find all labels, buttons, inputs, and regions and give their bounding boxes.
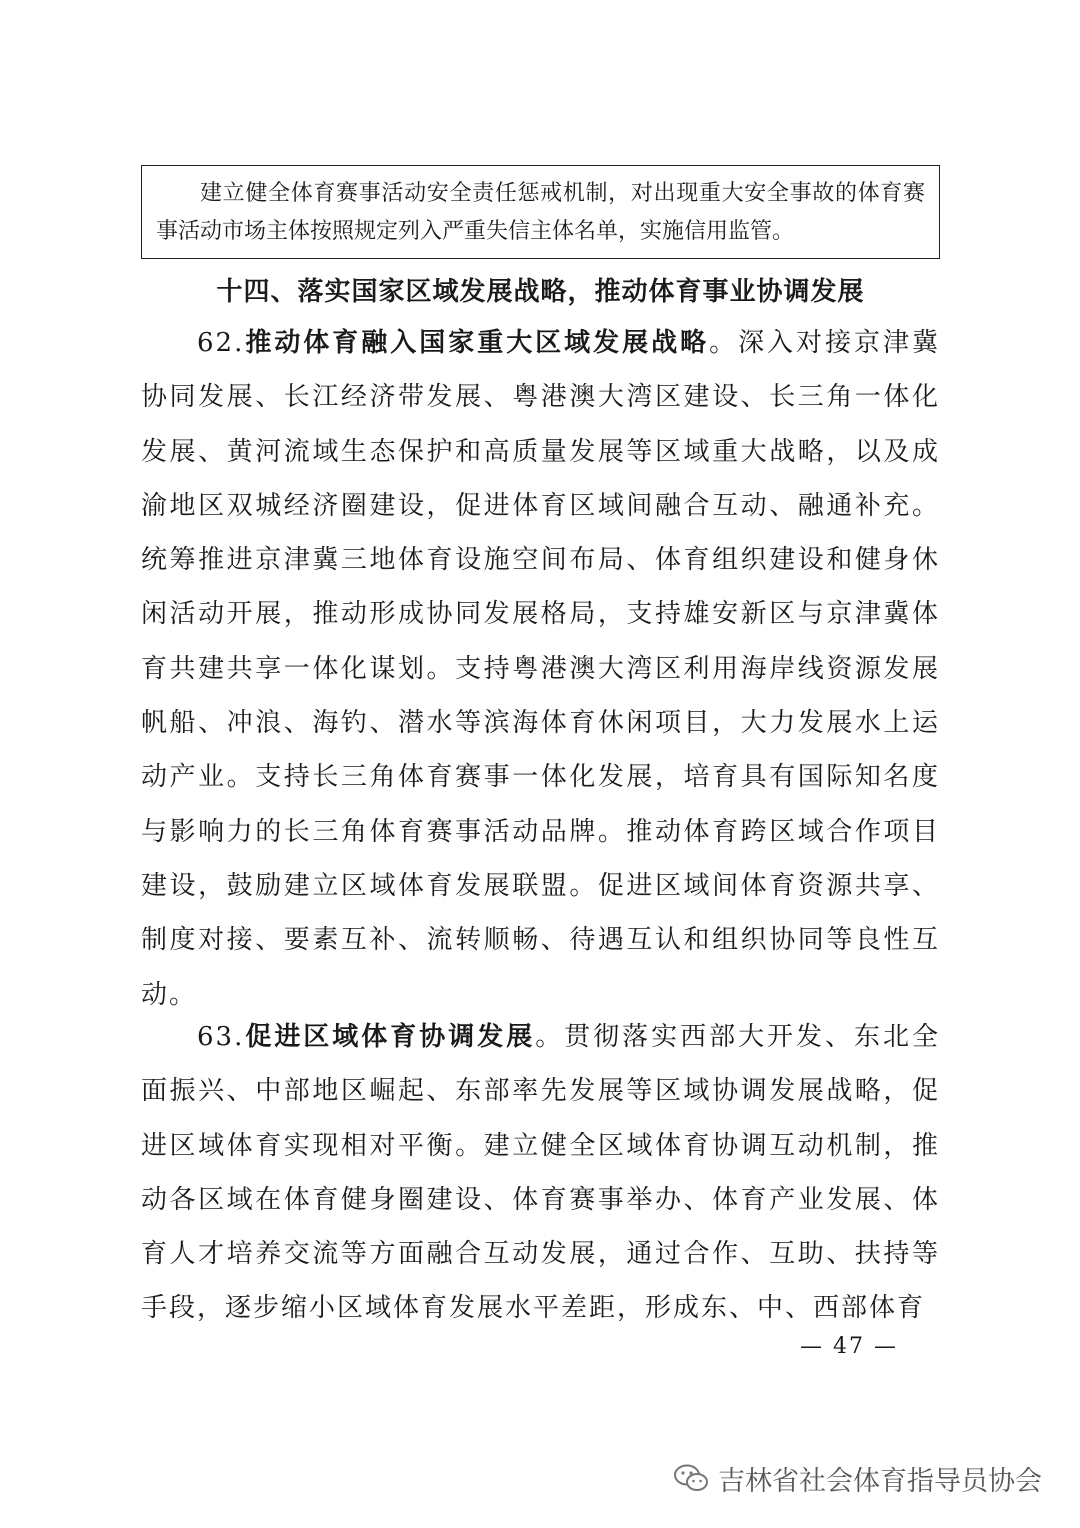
paragraph-body: 。贯彻落实西部大开发、东北全面振兴、中部地区崛起、东部率先发展等区域协调发展战略，促进区域体育实现相对平衡。建立健全区域体育协调互动机制，推动各区域在体育健身圈建设、体育赛事举办、体育产业发展、体育人才培养交流等方面融合互动发展，通过合作、互助、扶持等手段，逐步缩小区域体育发展水平差距，形成东、中、西部体育 <box>141 1022 940 1324</box>
paragraph-62 <box>141 316 940 1022</box>
paragraph-lead: 促进区域体育协调发展 <box>244 1022 536 1052</box>
paragraph-body: 。深入对接京津冀协同发展、长江经济带发展、粤港澳大湾区建设、长三角一体化发展、黄河流域生态保护和高质量发展等区域重大战略，以及成渝地区双城经济圈建设，促进体育区域间融合互动、融通补充。统筹推进京津冀三地体育设施空间布局、体育组织建设和健身休闲活动开展，推动形成协同发展格局，支持雄安新区与京津冀体育共建共享一体化谋划。支持粤港澳大湾区利用海岸线资源发展帆船、冲浪、海钓、潜水等滨海体育休闲项目，大力发展水上运动产业。支持长三角体育赛事一体化发展，培育具有国际知名度与影响力的长三角体育赛事活动品牌。推动体育跨区域合作项目建设，鼓励建立区域体育发展联盟。促进区域间体育资源共享、制度对接、要素互补、流转顺畅、待遇互认和组织协同等良性互动。 <box>141 328 940 1010</box>
wechat-icon <box>672 1463 710 1493</box>
paragraph-lead: 推动体育融入国家重大区域发展战略 <box>244 328 710 358</box>
paragraph-number: 63. <box>197 1022 245 1052</box>
boxed-note <box>141 165 940 259</box>
paragraph-63 <box>141 1010 940 1336</box>
page-number: — 47 — <box>800 1334 898 1359</box>
section-heading: 十四、落实国家区域发展战略，推动体育事业协调发展 <box>216 277 865 307</box>
watermark <box>672 1458 1042 1498</box>
boxed-note-text: 建立健全体育赛事活动安全责任惩戒机制，对出现重大安全事故的体育赛事活动市场主体按照规定列入严重失信主体名单，实施信用监管。 <box>156 181 925 244</box>
paragraph-number: 62. <box>197 328 245 358</box>
watermark-text: 吉林省社会体育指导员协会 <box>718 1465 1042 1497</box>
